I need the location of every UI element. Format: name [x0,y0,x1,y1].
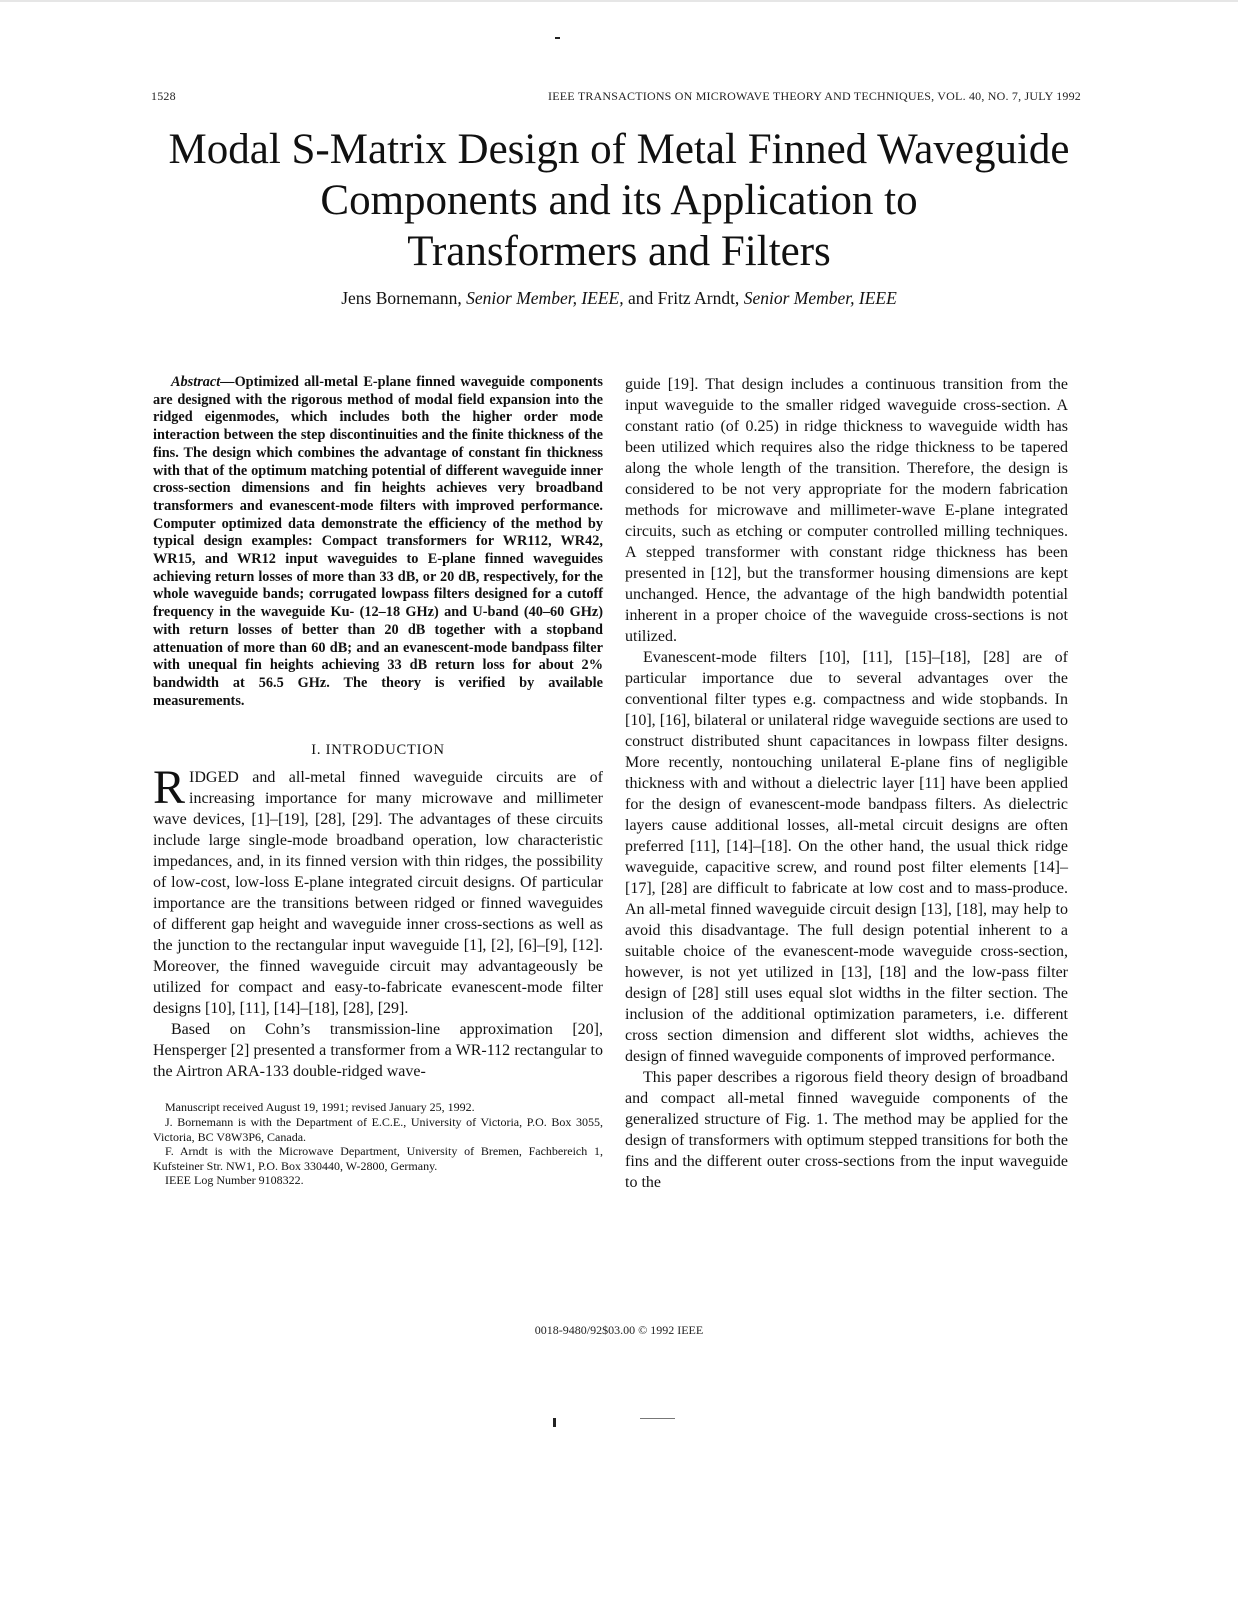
footnote-log-number: IEEE Log Number 9108322. [165,1173,304,1188]
scan-top-edge [0,0,1238,2]
abstract-text: Optimized all-metal E-plane finned waveguide components are designed with the rigorous method of modal field expansion into the ridged eigenmodes, which includes both the higher order mode interaction between the step discontinuities and the finite thickness of the fins. The design which combines the advantage of constant fin thickness with that of the optimum matching potential of different waveguide inner cross-section dimensions and fin heights achieves very broadband transformers and evanescent-mode filters with improved performance. Computer optimized data demonstrate the efficiency of the method by typical design examples: Compact transformers for WR112, WR42, WR15, and WR12 input waveguides to E-plane finned waveguides achieving return losses of more than 33 dB, or 20 dB, respectively, for the whole waveguide bands; corrugated lowpass filters designed for a cutoff frequency in the waveguide Ku- (12–18 GHz) and U-band (40–60 GHz) with return losses of better than 20 dB together with a stopband attenuation of more than 60 dB; and an evanescent-mode bandpass filter with unequal fin heights achieving 33 dB return loss for about 2% bandwidth at 56.5 GHz. The theory is verified by available measurements. [153,374,603,709]
scan-speck [553,1418,556,1427]
footnote-arndt: F. Arndt is with the Microwave Department, University of Bremen, Fachbereich 1, Kufsteiner Str. NW1, P.O. Box 330440, W-2800, Germany. [153,1144,603,1173]
footnote-received: Manuscript received August 19, 1991; revised January 25, 1992. [165,1100,475,1115]
author-joiner: and [627,288,654,308]
right-paragraph-2: Evanescent-mode filters [10], [11], [15]–[18], [28] are of particular importance due to several advantages over the conventional filter types e.g. compactness and wide stopbands. In [10], [16], bilateral or unilateral ridge waveguide sections are used to construct distributed shunt capacitances in lowpass filter designs. More recently, nontouching unilateral E-plane fins of negligible thickness with and without a dielectric layer [11] have been applied for the design of evanescent-mode bandpass filters. As dielectric layers cause additional losses, all-metal circuit designs are often preferred [11], [14]–[18]. On the other hand, the usual thick ridge waveguide, capacitive screw, and round post filter elements [14]–[17], [28] are difficult to fabricate at low cost and to mass-produce. An all-metal finned waveguide circuit design [13], [18], may help to avoid this disadvantage. The full design potential inherent to a suitable choice of the evanescent-mode waveguide cross-section, however, is not yet utilized in [13], [18] and the low-pass filter design of [28] still uses equal slot widths in the filter section. The inclusion of the additional optimization parameters, i.e. different cross section dimension and different slot widths, achieves the design of finned waveguide components of improved performance. [625,649,1068,1065]
journal-citation: IEEE TRANSACTIONS ON MICROWAVE THEORY AND TECHNIQUES, VOL. 40, NO. 7, JULY 1992 [548,89,1081,103]
footnote-bornemann: J. Bornemann is with the Department of E.C.E., University of Victoria, P.O. Box 3055, Victoria, BC V8W3P6, Canada. [153,1114,603,1144]
intro-paragraph-1 [153,761,603,1019]
title-line-3: Transformers and Filters [407,228,831,275]
right-paragraph-3: This paper describes a rigorous field theory design of broadband and compact all-metal finned waveguide components of the generalized structure of Fig. 1. The method may be applied for the design of transformers with optimum stepped transitions for both the fins and the different outer cross-sections from the input waveguide to the [625,1069,1068,1191]
author-2-name: Fritz Arndt, [657,288,740,308]
intro-paragraph-1-text: IDGED and all-metal finned waveguide circuits are of increasing importance for many microwave and millimeter wave devices, [1]–[19], [28], [29]. The advantages of these circuits include large single-mode broadband operation, low characteristic impedances, and, in its finned version with thin ridges, the possibility of low-cost, low-loss E-plane integrated circuit designs. Of particular importance are the transitions between ridged or finned waveguides of different gap height and waveguide inner cross-sections as well as the junction to the rectangular input waveguide [1], [2], [6]–[9], [12]. Moreover, the finned waveguide circuit may advantageously be utilized for compact and easy-to-fabricate evanescent-mode filter designs [10], [11], [14]–[18], [28], [29]. [153,769,603,1018]
right-paragraph-1: guide [19]. That design includes a continuous transition from the input waveguide to the smaller ridged waveguide cross-section. A constant ratio (of 0.25) in ridge thickness to waveguide width has been utilized which requires also the ridge thickness to be tapered along the whole length of the transition. Therefore, the design is considered to be not very appropriate for the modern fabrication methods for microwave and millimeter-wave E-plane integrated circuits, such as etching or computer controlled milling techniques. A stepped transformer with constant ridge thickness has been presented in [12], but the transformer housing dimensions are kept unchanged. Hence, the advantage of the high bandwidth potential inherent in a proper choice of the waveguide cross-sections is not utilized. [625,376,1068,645]
page-number: 1528 [151,89,176,103]
author-1-name: Jens Bornemann, [341,288,462,308]
author-1-role: Senior Member, IEEE, [466,288,624,308]
title-line-2: Components and its Application to [320,177,918,224]
abstract [153,374,603,710]
intro-paragraph-2: Based on Cohn’s transmission-line approximation [20], Hensperger [2] presented a transformer from a WR-112 rectangular to the Airtron ARA-133 double-ridged wave- [153,1021,603,1081]
left-column [153,374,603,1188]
paper-title [120,124,1118,277]
title-line-1: Modal S-Matrix Design of Metal Finned Waveguide [168,126,1070,173]
author-2-role: Senior Member, IEEE [743,288,897,308]
abstract-label: Abstract— [171,374,235,390]
scan-speck [640,1418,675,1419]
drop-cap: R [153,761,186,815]
right-column [625,374,1068,1193]
scan-speck [555,37,560,39]
footnotes [153,1100,603,1188]
copyright-line: 0018-9480/92$03.00 © 1992 IEEE [534,1323,704,1337]
author-line [120,288,1118,309]
section-heading-introduction: I. INTRODUCTION [311,742,445,759]
